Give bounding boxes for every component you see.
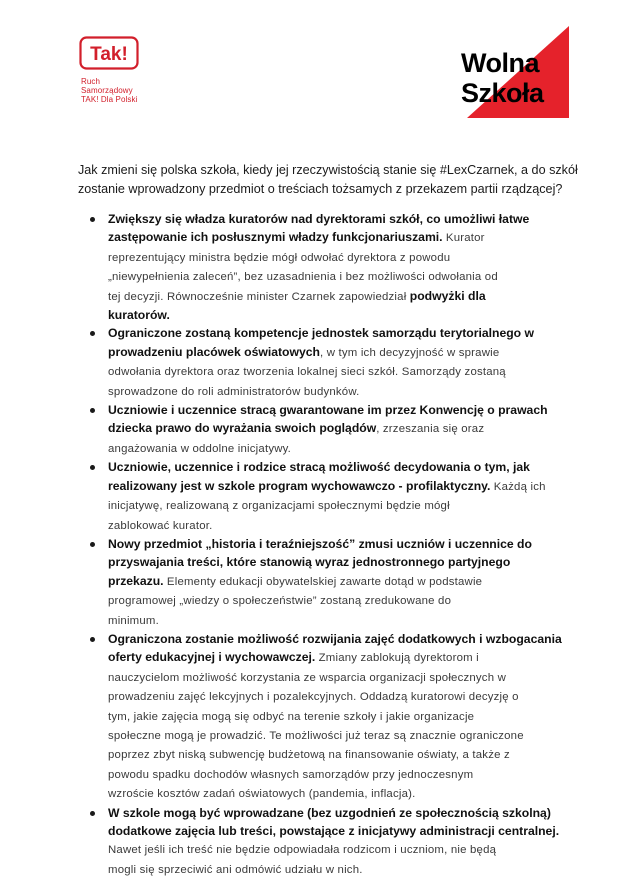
bullet-line [108, 553, 570, 571]
bullet-line [108, 306, 570, 324]
bullet-line [108, 343, 570, 362]
regular-text: sprowadzone do roli administratorów budynków. [108, 385, 360, 398]
regular-text: Nawet jeśli ich treść nie będzie odpowiadała rodzicom i uczniom, nie będą [108, 844, 497, 857]
bullet-line [108, 362, 570, 381]
bullet-item [90, 458, 570, 535]
bold-text: Ograniczona zostanie możliwość rozwijania zajęć dodatkowych i wzbogacania [108, 631, 562, 646]
bullet-dot [90, 542, 95, 547]
regular-text: „niewypełnienia zaleceń”, bez uzasadnienia i bez możliwości odwołania od [108, 271, 498, 284]
regular-text: inicjatywę, realizowaną z organizacjami społecznymi będzie mógł [108, 500, 450, 513]
regular-text: tym, jakie zajęcia mogą się odbyć na terenie szkoły i jakie organizacje [108, 710, 475, 723]
bullet-dot [90, 408, 95, 413]
bullet-line [108, 572, 570, 591]
bullet-line [108, 287, 570, 306]
intro-line: Jak zmieni się polska szkoła, kiedy jej rzeczywistością stanie się #LexCzarnek, a do szkół [78, 163, 578, 177]
tak-logo-subtitle [81, 77, 137, 104]
bullet-dot [90, 637, 95, 642]
bullet-line [108, 840, 570, 859]
bullet-line [108, 765, 570, 784]
regular-text: Kurator [442, 232, 485, 245]
bold-text: zastępowanie ich posłusznymi władzy funkcjonariuszami. [108, 230, 443, 245]
bold-text: Ograniczone zostaną kompetencje jednostek samorządu terytorialnego w [108, 326, 534, 341]
regular-text: nauczycielom możliwość korzystania ze wsparcia organizacji społecznych w [108, 671, 507, 684]
regular-text: wzroście kosztów zadań oświatowych (pandemia, inflacja). [108, 788, 416, 801]
bullet-line [108, 439, 570, 458]
wolna-szkola-logo [461, 26, 569, 118]
regular-text: , w tym ich decyzyjność w sprawie [319, 346, 500, 359]
bullet-line [108, 248, 570, 267]
regular-text: reprezentujący ministra będzie mógł odwołać dyrektora z powodu [108, 251, 451, 264]
bullet-item [90, 535, 570, 630]
bullet-item [90, 401, 570, 458]
bold-text: przekazu. [108, 573, 164, 588]
bullet-dot [90, 331, 95, 336]
bullet-line [108, 630, 570, 648]
bullet-line [108, 477, 570, 496]
bold-text: podwyżki dla [409, 288, 486, 303]
bold-text: kuratorów. [108, 308, 170, 323]
bullet-line [108, 745, 570, 764]
bold-text: Uczniowie, uczennice i rodzice stracą możliwość decydowania o tym, jak [108, 460, 530, 475]
bullet-line [108, 228, 570, 247]
bold-text: oferty edukacyjnej i wychowawczej. [108, 650, 316, 665]
bullet-line [108, 516, 570, 535]
tak-subtitle-line: Ruch [81, 77, 101, 86]
bullet-dot [90, 217, 95, 222]
tak-subtitle-line: TAK! Dla Polski [81, 95, 138, 104]
bullet-line [108, 591, 570, 610]
bold-text: realizowany jest w szkole program wychowawczo - profilaktyczny. [108, 478, 491, 493]
bullet-line [108, 419, 570, 438]
regular-text: Elementy edukacji obywatelskiej zawarte dotąd w podstawie [163, 575, 483, 588]
tak-logo [79, 36, 169, 116]
regular-text: prowadzeniu zajęć lekcyjnych i pozalekcyjnych. Oddadzą kuratorowi decyzję o [108, 691, 519, 704]
bullet-line [108, 784, 570, 803]
bullet-item [90, 324, 570, 401]
bold-text: Zwiększy się władza kuratorów nad dyrektorami szkół, co umożliwi łatwe [108, 212, 530, 226]
bullet-line [108, 804, 570, 822]
regular-text: społeczne mogą je prowadzić. Te możliwości już teraz są znacznie ograniczone [108, 729, 524, 742]
bold-text: przyswajania treści, które stanowią wyraz jednostronnego partyjnego [108, 555, 511, 570]
bullet-line [108, 458, 570, 476]
intro-line: zostanie wprowadzony przedmiot o treściach tożsamych z przekazem partii rządzącej? [78, 182, 563, 196]
bullet-item [90, 210, 570, 324]
wolna-szkola-line1: Wolna [461, 48, 539, 78]
intro-question [78, 161, 608, 199]
regular-text: mogli się sprzeciwić ani odmówić udziału w nich. [108, 863, 363, 876]
bold-text: Nowy przedmiot „historia i teraźniejszość” zmusi uczniów i uczennice do [108, 536, 532, 551]
bold-text: dziecka prawo do wyrażania swoich poglądów [108, 421, 377, 436]
bullet-line [108, 687, 570, 706]
bullet-item [90, 804, 570, 879]
regular-text: Zmiany zablokują dyrektorom i [315, 652, 479, 665]
bullet-line [108, 496, 570, 515]
bullet-line [108, 382, 570, 401]
regular-text: minimum. [108, 614, 159, 627]
regular-text: odwołania dyrektora oraz tworzenia lokalnej sieci szkół. Samorządy zostaną [108, 366, 506, 379]
regular-text: programowej „wiedzy o społeczeństwie” zostaną zredukowane do [108, 595, 452, 608]
bullet-line [108, 267, 570, 286]
bullet-dot [90, 465, 95, 470]
regular-text: angażowania w oddolne inicjatywy. [108, 442, 292, 455]
regular-text: Każdą ich [490, 480, 546, 493]
bullet-line [108, 210, 570, 228]
wolna-szkola-wordmark [461, 48, 544, 108]
regular-text: zablokować kurator. [108, 519, 213, 532]
bullet-line [108, 611, 570, 630]
bullet-line [108, 324, 570, 342]
bold-text: prowadzeniu placówek oświatowych [108, 344, 320, 359]
bullet-line [108, 707, 570, 726]
regular-text: powodu spadku dochodów własnych samorządów przy jednoczesnym [108, 768, 474, 781]
bullet-line [108, 535, 570, 553]
bullet-line [108, 401, 570, 419]
wolna-szkola-line2: Szkoła [461, 78, 544, 108]
bullet-item [90, 630, 570, 804]
bold-text: dodatkowe zajęcia lub treści, powstające z inicjatywy administracji centralnej. [108, 824, 560, 838]
bullet-line [108, 726, 570, 745]
bullet-line [108, 668, 570, 687]
bullet-line [108, 822, 570, 840]
regular-text: tej decyzji. Równocześnie minister Czarnek zapowiedział [108, 290, 410, 303]
tak-subtitle-line: Samorządowy [81, 86, 133, 95]
bullet-line [108, 648, 570, 667]
regular-text: , zrzeszania się oraz [376, 423, 485, 436]
svg-text:Tak!: Tak! [90, 44, 128, 65]
regular-text: poprzez zbyt niską subwencję budżetową na finansowanie oświaty, a także z [108, 749, 510, 762]
bullet-dot [90, 811, 95, 816]
bold-text: Uczniowie i uczennice stracą gwarantowane im przez Konwencję o prawach [108, 403, 548, 418]
consequences-list [90, 210, 570, 879]
bold-text: W szkole mogą być wprowadzane (bez uzgodnień ze społecznością szkolną) [108, 805, 551, 820]
tak-logo-mark [79, 36, 139, 70]
